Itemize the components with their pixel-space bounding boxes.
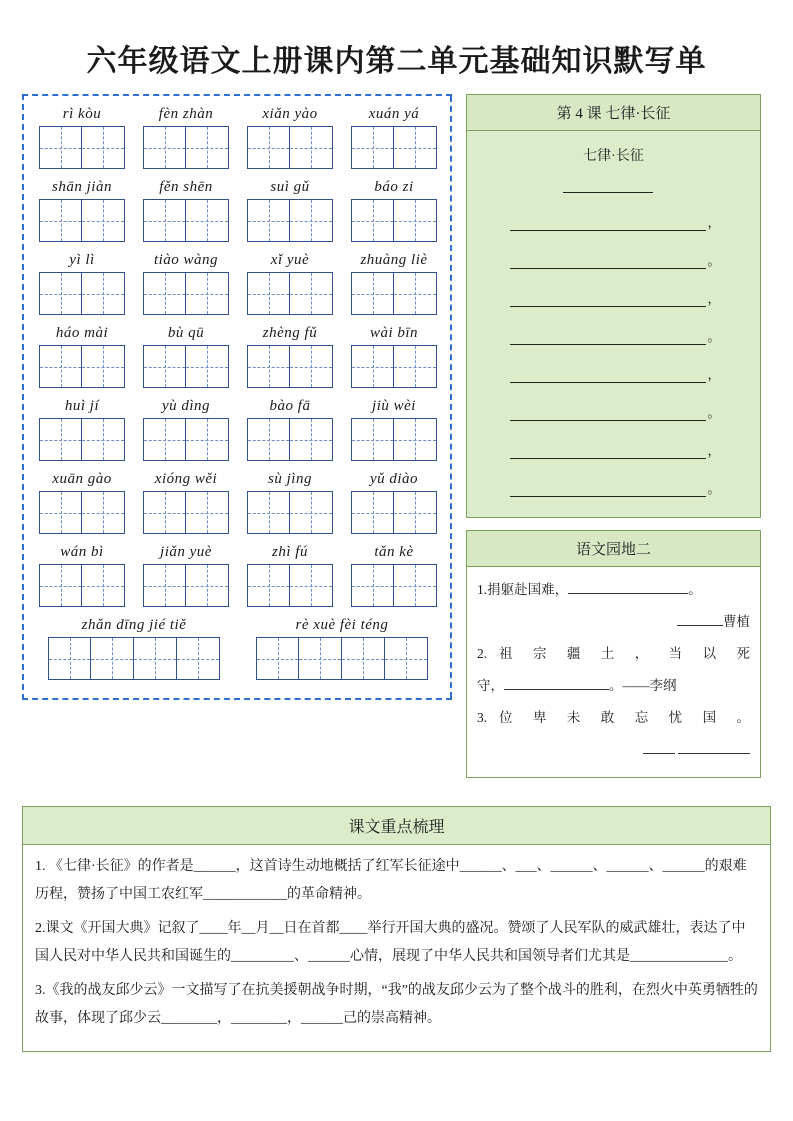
punctuation: ， — [707, 291, 721, 306]
grid-cell[interactable] — [394, 491, 437, 534]
grid-cell[interactable] — [290, 564, 333, 607]
grid-cell[interactable] — [143, 126, 186, 169]
word-row — [30, 250, 446, 321]
pinyin-label: yì lì — [69, 252, 95, 268]
pinyin-label: yù dìng — [161, 398, 211, 414]
word-item — [30, 542, 134, 613]
grid-cell[interactable] — [394, 345, 437, 388]
word-row — [30, 323, 446, 394]
grid-cell[interactable] — [39, 272, 82, 315]
yuwen-yuandi-box — [466, 530, 761, 778]
pinyin-label: yǔ diào — [369, 471, 419, 487]
punctuation: ， — [707, 443, 721, 458]
grid-cell[interactable] — [82, 491, 125, 534]
tianzige[interactable] — [39, 126, 125, 169]
grid-cell[interactable] — [82, 126, 125, 169]
write-line[interactable] — [510, 369, 706, 383]
answer-blank[interactable] — [504, 689, 609, 690]
pinyin-label: xǐ yuè — [270, 252, 310, 268]
poem-blank-line[interactable] — [483, 402, 744, 421]
punctuation: ， — [707, 215, 721, 230]
page-title: 六年级语文上册课内第二单元基础知识默写单 — [86, 45, 707, 78]
yuandi-item1-text: 1.捐躯赴国难， — [477, 582, 569, 597]
pinyin-label: tǎn kè — [374, 544, 414, 560]
grid-cell[interactable] — [82, 199, 125, 242]
pinyin-label: xuān gào — [52, 471, 112, 487]
tianzige[interactable] — [351, 126, 437, 169]
key-points-header: 课文重点梳理 — [23, 807, 770, 845]
tianzige[interactable] — [39, 491, 125, 534]
grid-cell[interactable] — [134, 637, 177, 680]
grid-cell[interactable] — [394, 272, 437, 315]
word-item — [30, 250, 134, 321]
pinyin-label: huì jí — [64, 398, 100, 414]
grid-cell[interactable] — [290, 272, 333, 315]
pinyin-label: shān jiàn — [52, 179, 112, 195]
pinyin-label: tiào wàng — [153, 252, 219, 268]
tianzige[interactable] — [143, 199, 229, 242]
pinyin-label: bào fā — [269, 398, 311, 414]
pinyin-label: wán bì — [60, 544, 104, 560]
word-item — [30, 104, 134, 175]
grid-cell[interactable] — [351, 564, 394, 607]
grid-cell[interactable] — [351, 199, 394, 242]
answer-blank[interactable] — [643, 753, 675, 754]
grid-cell[interactable] — [91, 637, 134, 680]
word-item — [134, 104, 238, 175]
punctuation: 。 — [707, 405, 721, 420]
pinyin-label: xióng wěi — [154, 471, 218, 487]
pinyin-label: báo zi — [374, 179, 414, 195]
poem-body — [467, 131, 760, 517]
tianzige[interactable] — [143, 126, 229, 169]
grid-cell[interactable] — [186, 199, 229, 242]
poem-blank-line[interactable] — [483, 364, 744, 383]
tianzige[interactable] — [143, 272, 229, 315]
answer-blank[interactable] — [678, 753, 750, 754]
yuandi-attribution — [477, 607, 750, 637]
pinyin-label: xuán yá — [368, 106, 420, 122]
word-item — [238, 469, 342, 540]
grid-cell[interactable] — [290, 126, 333, 169]
word-row — [30, 177, 446, 248]
write-line[interactable] — [510, 445, 706, 459]
grid-cell[interactable] — [247, 126, 290, 169]
right-column — [466, 94, 761, 778]
word-item — [30, 177, 134, 248]
grid-cell[interactable] — [186, 418, 229, 461]
word-item — [134, 469, 238, 540]
tianzige[interactable] — [143, 564, 229, 607]
yuandi-item-cont — [477, 671, 750, 701]
grid-cell[interactable] — [39, 345, 82, 388]
grid-cell[interactable] — [299, 637, 342, 680]
write-line[interactable] — [510, 217, 706, 231]
grid-cell[interactable] — [82, 345, 125, 388]
pinyin-label: suì gǔ — [270, 179, 310, 195]
word-item — [238, 542, 342, 613]
word-row — [30, 542, 446, 613]
yuandi-item2-text: 2. 祖 宗 疆 土 ， 当 以 死 — [477, 646, 750, 661]
tianzige[interactable] — [39, 564, 125, 607]
grid-cell[interactable] — [247, 199, 290, 242]
grid-cell[interactable] — [247, 564, 290, 607]
grid-cell[interactable] — [394, 564, 437, 607]
pinyin-label: zhǎn dīng jié tiě — [81, 617, 187, 633]
yuandi-item — [477, 639, 750, 669]
word-item — [342, 104, 446, 175]
grid-cell[interactable] — [247, 272, 290, 315]
tianzige[interactable] — [247, 126, 333, 169]
word-row — [30, 615, 446, 686]
tianzige[interactable] — [143, 345, 229, 388]
word-item — [134, 177, 238, 248]
pinyin-grid-panel — [22, 94, 452, 700]
poem-blank-line[interactable] — [483, 250, 744, 269]
word-item — [342, 250, 446, 321]
word-item — [30, 615, 238, 686]
grid-cell[interactable] — [351, 345, 394, 388]
word-item — [342, 323, 446, 394]
tianzige[interactable] — [247, 418, 333, 461]
grid-cell[interactable] — [342, 637, 385, 680]
grid-cell[interactable] — [39, 564, 82, 607]
word-item — [134, 542, 238, 613]
tianzige[interactable] — [247, 491, 333, 534]
pinyin-label: zhì fú — [272, 544, 308, 560]
grid-cell[interactable] — [39, 126, 82, 169]
key-point-item: 3.《我的战友邱少云》一文描写了在抗美援朝战争时期，“我”的战友邱少云为了整个战斗的胜利，在烈火中英勇牺牲的故事，体现了邱少云________，________，______己的崇高精神。 — [35, 983, 758, 1026]
word-row — [30, 469, 446, 540]
grid-cell[interactable] — [247, 491, 290, 534]
grid-cell[interactable] — [143, 199, 186, 242]
poem-blank-line[interactable] — [483, 440, 744, 459]
tianzige[interactable] — [247, 272, 333, 315]
grid-cell[interactable] — [143, 345, 186, 388]
grid-cell[interactable] — [186, 491, 229, 534]
punctuation: ， — [707, 367, 721, 382]
poem-blank-line[interactable] — [483, 478, 744, 497]
word-item — [30, 396, 134, 467]
pinyin-label: zhèng fǔ — [262, 325, 318, 341]
poem-box-header: 第 4 课 七律·长征 — [467, 95, 760, 131]
grid-cell[interactable] — [82, 418, 125, 461]
grid-cell[interactable] — [394, 199, 437, 242]
grid-cell[interactable] — [394, 126, 437, 169]
author-name: 曹植 — [723, 614, 750, 629]
tianzige[interactable] — [351, 199, 437, 242]
grid-cell[interactable] — [351, 491, 394, 534]
grid-cell[interactable] — [177, 637, 220, 680]
poem-blank-line[interactable] — [483, 288, 744, 307]
yuandi-item2-post: 。——李纲 — [609, 678, 677, 693]
yuandi-item3-text: 3. 位 卑 未 敢 忘 忧 国 。 — [477, 710, 750, 725]
word-item — [238, 104, 342, 175]
tianzige[interactable] — [247, 564, 333, 607]
grid-cell[interactable] — [39, 199, 82, 242]
word-item — [134, 250, 238, 321]
tianzige[interactable] — [39, 418, 125, 461]
yuandi-header: 语文园地二 — [467, 531, 760, 567]
pinyin-label: rì kòu — [62, 106, 102, 122]
write-line[interactable] — [510, 255, 706, 269]
grid-cell[interactable] — [385, 637, 428, 680]
tianzige[interactable] — [39, 345, 125, 388]
word-item — [134, 323, 238, 394]
tianzige[interactable] — [351, 418, 437, 461]
word-item — [30, 323, 134, 394]
key-points-box — [22, 806, 771, 1052]
grid-cell[interactable] — [48, 637, 91, 680]
upper-section — [22, 94, 771, 794]
poem-blank-line[interactable] — [483, 179, 744, 193]
pinyin-label: fěn shēn — [159, 179, 213, 195]
grid-cell[interactable] — [186, 564, 229, 607]
poem-blank-line[interactable] — [483, 212, 744, 231]
tianzige[interactable] — [48, 637, 220, 680]
write-line[interactable] — [563, 179, 653, 193]
word-item — [238, 615, 446, 686]
write-line[interactable] — [510, 483, 706, 497]
grid-cell[interactable] — [256, 637, 299, 680]
pinyin-label: háo mài — [55, 325, 109, 341]
answer-blank[interactable] — [677, 625, 723, 626]
pinyin-label: zhuàng liè — [360, 252, 428, 268]
word-item — [238, 323, 342, 394]
yuandi-body — [467, 567, 760, 777]
grid-cell[interactable] — [186, 126, 229, 169]
grid-cell[interactable] — [143, 491, 186, 534]
yuandi-item3-blanks — [477, 735, 750, 765]
pinyin-label: sù jìng — [268, 471, 312, 487]
tianzige[interactable] — [143, 491, 229, 534]
grid-cell[interactable] — [351, 126, 394, 169]
grid-cell[interactable] — [351, 418, 394, 461]
tianzige[interactable] — [256, 637, 428, 680]
word-item — [342, 542, 446, 613]
word-item — [238, 396, 342, 467]
pinyin-label: jiǎn yuè — [160, 544, 212, 560]
grid-cell[interactable] — [186, 345, 229, 388]
grid-cell[interactable] — [82, 272, 125, 315]
grid-cell[interactable] — [143, 564, 186, 607]
grid-cell[interactable] — [39, 418, 82, 461]
grid-cell[interactable] — [247, 345, 290, 388]
grid-cell[interactable] — [290, 491, 333, 534]
word-item — [342, 396, 446, 467]
tianzige[interactable] — [351, 345, 437, 388]
pinyin-label: fèn zhàn — [158, 106, 214, 122]
write-line[interactable] — [510, 407, 706, 421]
grid-cell[interactable] — [186, 272, 229, 315]
grid-cell[interactable] — [247, 418, 290, 461]
grid-cell[interactable] — [290, 345, 333, 388]
pinyin-label: jiù wèi — [372, 398, 416, 414]
tianzige[interactable] — [39, 272, 125, 315]
word-item — [134, 396, 238, 467]
tianzige[interactable] — [143, 418, 229, 461]
yuandi-item — [477, 703, 750, 733]
key-point-item: 1. 《七律·长征》的作者是______，这首诗生动地概括了红军长征途中______、___、______、______、______的艰难历程，赞扬了中国工农红军____________的革命精神。 — [35, 859, 747, 902]
grid-cell[interactable] — [143, 272, 186, 315]
write-line[interactable] — [510, 331, 706, 345]
grid-cell[interactable] — [290, 418, 333, 461]
key-point-item: 2.课文《开国大典》记叙了____年__月__日在首都____举行开国大典的盛况。赞颂了人民军队的威武雄壮，表达了中国人民对中华人民共和国诞生的_________、______心情，展现了中华人民共和国领导者们尤其是______________。 — [35, 921, 746, 964]
grid-cell[interactable] — [351, 272, 394, 315]
poem-title: 七律·长征 — [583, 149, 644, 164]
tianzige[interactable] — [351, 564, 437, 607]
word-item — [238, 177, 342, 248]
grid-cell[interactable] — [39, 491, 82, 534]
word-item — [342, 177, 446, 248]
tianzige[interactable] — [351, 272, 437, 315]
yuandi-item — [477, 575, 750, 605]
tianzige[interactable] — [39, 199, 125, 242]
punctuation: 。 — [707, 329, 721, 344]
answer-blank[interactable] — [568, 593, 688, 594]
pinyin-label: xiǎn yào — [262, 106, 318, 122]
tianzige[interactable] — [247, 345, 333, 388]
yuandi-item2-mid: 守， — [477, 678, 504, 693]
word-row — [30, 104, 446, 175]
poem-blank-line[interactable] — [483, 326, 744, 345]
punctuation: 。 — [707, 253, 721, 268]
pinyin-label: wài bīn — [369, 325, 419, 341]
word-item — [238, 250, 342, 321]
poem-recitation-box — [466, 94, 761, 518]
word-row — [30, 396, 446, 467]
tianzige[interactable] — [247, 199, 333, 242]
punctuation: 。 — [688, 582, 702, 597]
tianzige[interactable] — [351, 491, 437, 534]
write-line[interactable] — [510, 293, 706, 307]
pinyin-label: bù qū — [167, 325, 205, 341]
word-item — [342, 469, 446, 540]
pinyin-label: rè xuè fèi téng — [295, 617, 389, 633]
grid-cell[interactable] — [143, 418, 186, 461]
grid-cell[interactable] — [290, 199, 333, 242]
key-points-body — [23, 845, 770, 1051]
grid-cell[interactable] — [82, 564, 125, 607]
grid-cell[interactable] — [394, 418, 437, 461]
punctuation: 。 — [707, 481, 721, 496]
word-item — [30, 469, 134, 540]
